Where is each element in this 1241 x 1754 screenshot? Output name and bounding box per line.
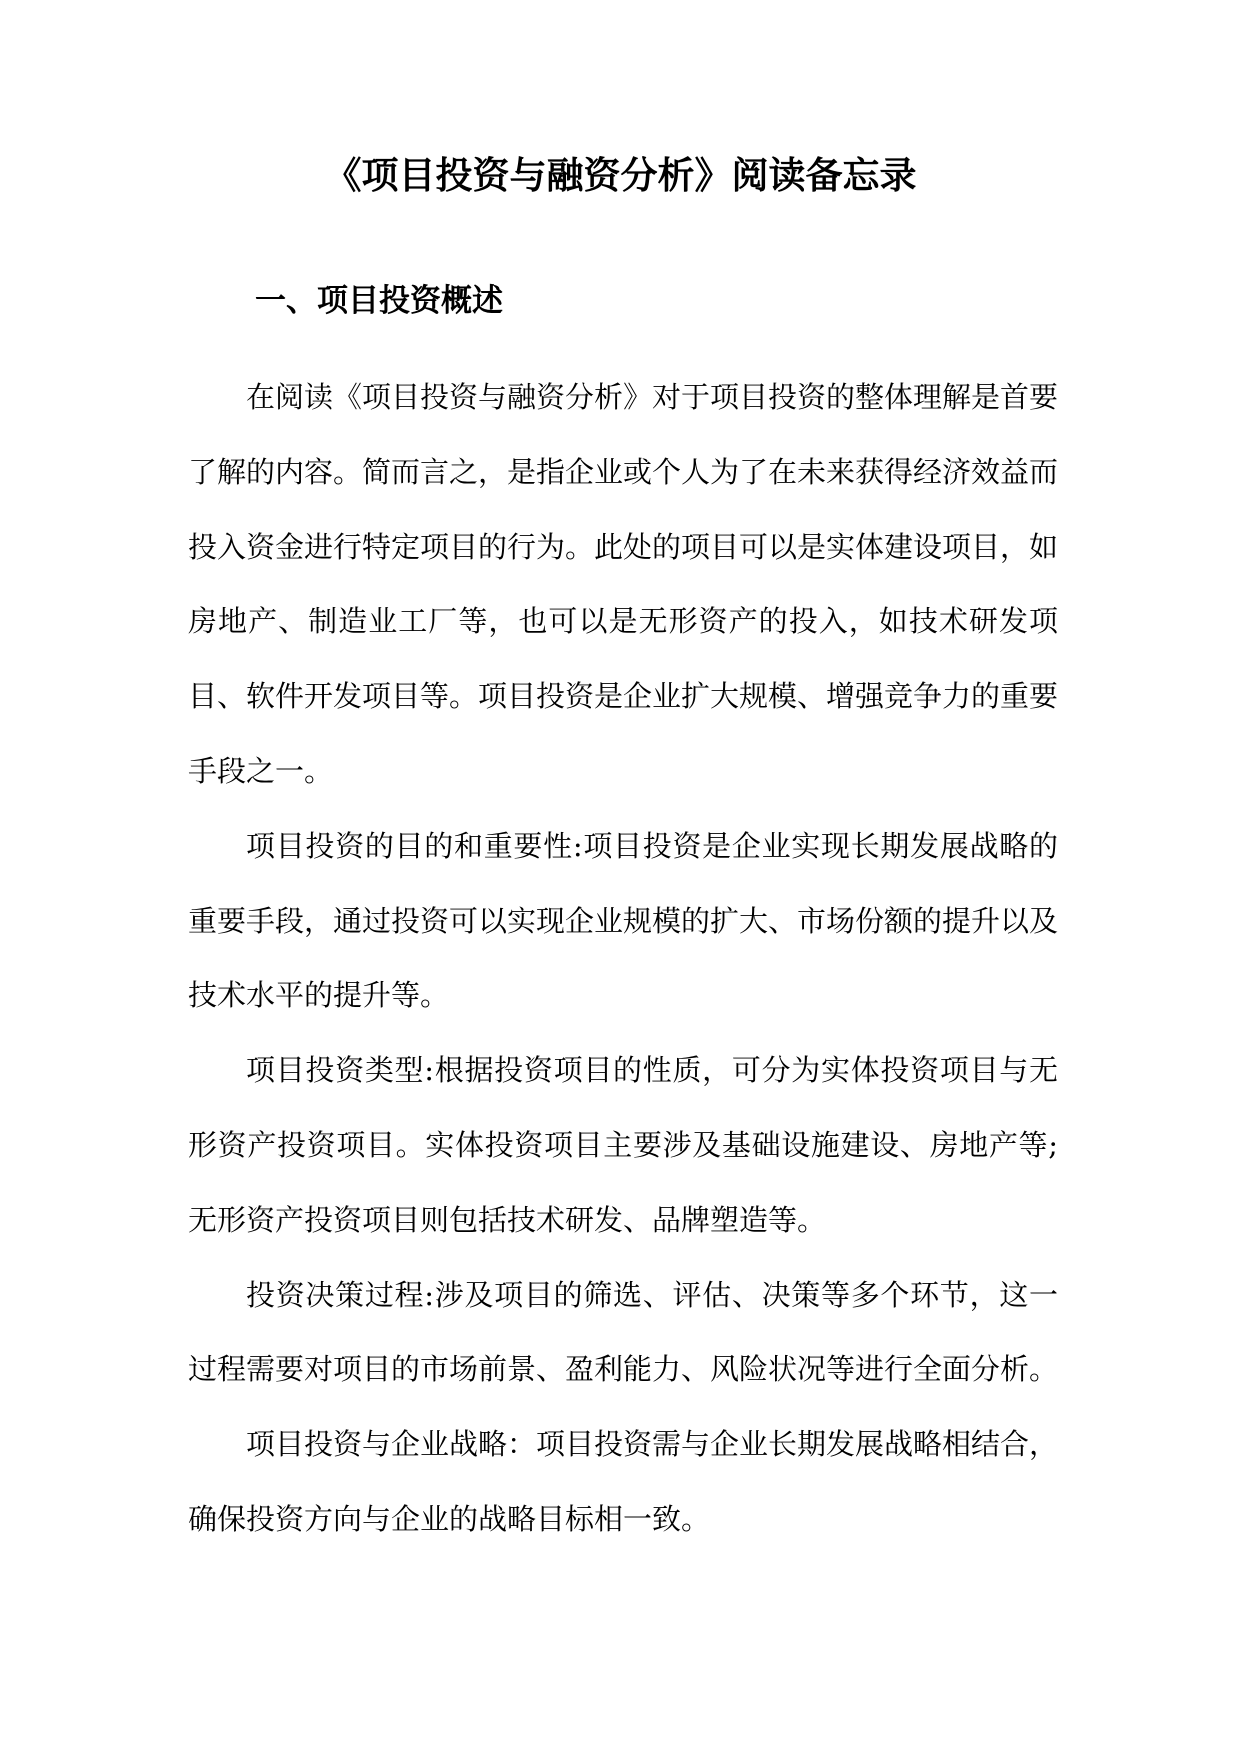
paragraph-purpose: 项目投资的目的和重要性:项目投资是企业实现长期发展战略的重要手段，通过投资可以实现企业规模的扩大、市场份额的提升以及技术水平的提升等。	[188, 828, 1059, 1013]
paragraph-decision-process: 投资决策过程:涉及项目的筛选、评估、决策等多个环节，这一过程需要对项目的市场前景、盈利能力、风险状况等进行全面分析。	[188, 1277, 1059, 1387]
section-body	[188, 360, 1058, 1557]
paragraph-types: 项目投资类型:根据投资项目的性质，可分为实体投资项目与无形资产投资项目。实体投资项目主要涉及基础设施建设、房地产等;无形资产投资项目则包括技术研发、品牌塑造等。	[188, 1053, 1058, 1237]
paragraph-strategy: 项目投资与企业战略：项目投资需与企业长期发展战略相结合，确保投资方向与企业的战略目标相一致。	[188, 1427, 1059, 1536]
paragraph-overview: 在阅读《项目投资与融资分析》对于项目投资的整体理解是首要了解的内容。简而言之，是指企业或个人为了在未来获得经济效益而投入资金进行特定项目的行为。此处的项目可以是实体建设项目，如房地产、制造业工厂等，也可以是无形资产的投入，如技术研发项目、软件开发项目等。项目投资是企业扩大规模、增强竞争力的重要手段之一。	[188, 380, 1059, 788]
document-title: 《项目投资与融资分析》阅读备忘录	[324, 153, 917, 197]
section-heading: 一、项目投资概述	[255, 283, 503, 319]
